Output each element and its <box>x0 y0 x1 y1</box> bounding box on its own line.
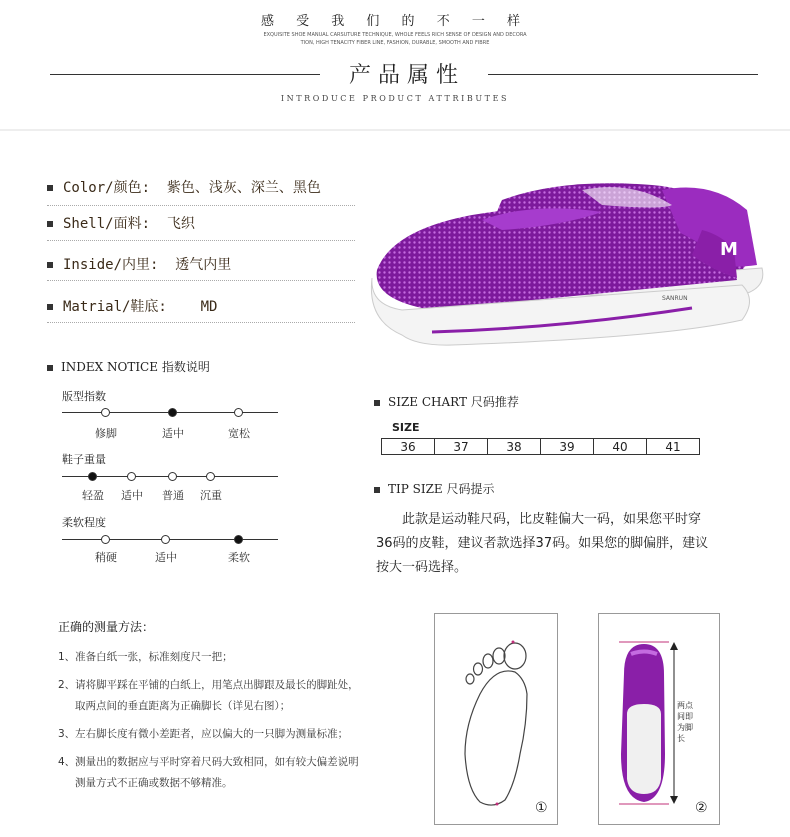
shoe-product-image <box>362 160 772 360</box>
measure-step: 1、准备白纸一张，标准刻度尺一把； <box>58 651 233 663</box>
index-option: 轻盈 <box>82 489 104 502</box>
index-dot <box>101 408 110 417</box>
attr-sole: Matrial/鞋底: MD <box>47 296 217 316</box>
index-option: 宽松 <box>228 427 250 440</box>
size-cell: 40 <box>594 439 647 455</box>
index-option: 修脚 <box>95 427 117 440</box>
attr-color: Color/颜色: 紫色、浅灰、深兰、黑色 <box>47 177 321 197</box>
index-row-fit-label: 版型指数 <box>62 390 106 403</box>
measure-step: 4、测量出的数据应与平时穿着尺码大致相同，如有较大偏差说明 <box>58 756 359 768</box>
shoe-top-figure <box>598 613 720 825</box>
figure-1-label: ① <box>535 800 548 816</box>
header-en-line1: EXQUISITE SHOE MANUAL CARSUTURE TECHNIQUE, WHOLE FEELS RICH SENSE OF DESIGN AND DECORA <box>263 32 527 38</box>
size-table <box>381 438 700 455</box>
title-rule-right <box>488 74 758 75</box>
index-option: 柔软 <box>228 551 250 564</box>
index-dot <box>234 408 243 417</box>
index-dot <box>127 472 136 481</box>
measure-title: 正确的测量方法： <box>58 620 155 634</box>
attr-divider <box>47 280 355 281</box>
index-option: 适中 <box>162 427 184 440</box>
index-dot <box>161 535 170 544</box>
svg-text:M: M <box>720 239 738 260</box>
size-cell: 41 <box>647 439 700 455</box>
size-cell: 38 <box>488 439 541 455</box>
attr-inside: Inside/内里: 透气内里 <box>47 254 231 274</box>
attr-divider <box>47 240 355 241</box>
title-rule-left <box>50 74 320 75</box>
figure-2-label: ② <box>695 800 708 816</box>
tip-size-text: 此款是运动鞋尺码，比皮鞋偏大一码，如果您平时穿36码的皮鞋，建议者款选择37码。如果您的脚偏胖，建议按大一码选择。 <box>376 512 709 575</box>
index-row-softness-label: 柔软程度 <box>62 516 106 529</box>
index-dot <box>206 472 215 481</box>
svg-text:SANRUN: SANRUN <box>662 295 688 302</box>
size-cell: 36 <box>382 439 435 455</box>
foot-outline-icon <box>435 614 557 824</box>
size-cell: 39 <box>541 439 594 455</box>
index-row-weight-label: 鞋子重量 <box>62 453 106 466</box>
figure-2-note: 两点间即为脚长 <box>677 701 693 743</box>
header-english-desc <box>240 31 550 47</box>
attr-divider <box>47 205 355 206</box>
index-option: 沉重 <box>200 489 222 502</box>
measure-step: 测量方式不正确或数据不够精准。 <box>75 777 233 789</box>
index-dot-selected <box>168 408 177 417</box>
index-option: 适中 <box>155 551 177 564</box>
measure-step: 2、请将脚平踩在平铺的白纸上，用笔点出脚跟及最长的脚趾处， <box>58 679 359 691</box>
index-dot <box>168 472 177 481</box>
index-dot <box>101 535 110 544</box>
tip-size-title: TIP SIZE 尺码提示 <box>374 480 495 497</box>
index-track <box>62 539 278 540</box>
shoe-top-view-image <box>599 614 719 824</box>
header-en-line2: TION, HIGH TENACITY FIBER LINE, FASHION, DURABLE, SMOOTH AND FIBRE <box>300 40 490 46</box>
index-option: 稍硬 <box>95 551 117 564</box>
header-divider <box>0 129 790 131</box>
index-dot-selected <box>88 472 97 481</box>
size-label: SIZE <box>392 421 420 434</box>
index-notice-title: INDEX NOTICE 指数说明 <box>47 358 210 375</box>
index-option: 普通 <box>162 489 184 502</box>
page-title-en: INTRODUCE PRODUCT ATTRIBUTES <box>280 94 510 103</box>
measure-steps <box>58 647 408 794</box>
measure-step: 取两点间的垂直距离为正确脚长（详见右图）； <box>75 700 291 712</box>
page-title: 产品属性 <box>348 63 465 88</box>
attr-divider <box>47 322 355 323</box>
index-option: 适中 <box>121 489 143 502</box>
size-chart-title: SIZE CHART 尺码推荐 <box>374 393 519 410</box>
measure-step: 3、左右脚长度有微小差距者，应以偏大的一只脚为测量标准； <box>58 728 349 740</box>
index-dot-selected <box>234 535 243 544</box>
size-cell: 37 <box>435 439 488 455</box>
foot-outline-figure <box>434 613 558 825</box>
header-subtitle: 感 受 我 们 的 不 一 样 <box>261 14 529 29</box>
attr-shell: Shell/面料: 飞织 <box>47 213 195 233</box>
